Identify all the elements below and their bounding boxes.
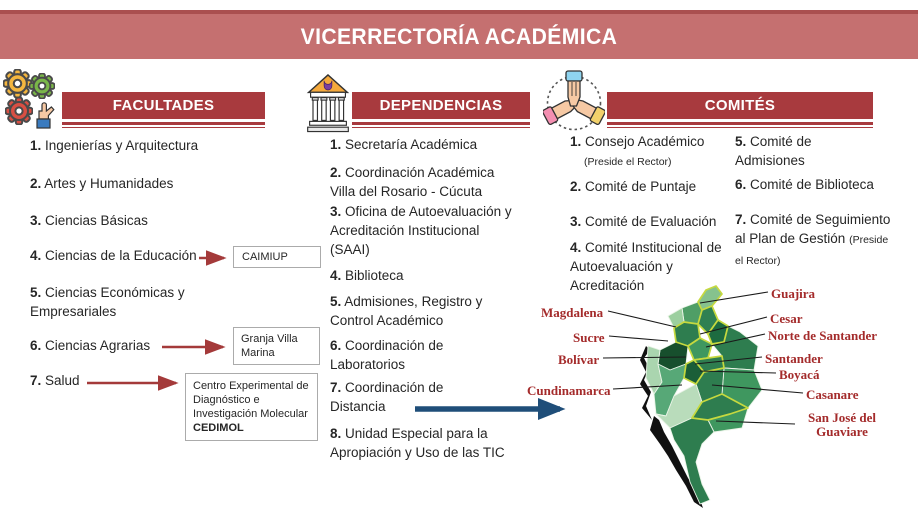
gears-icon (2, 68, 58, 130)
list-item-facultad-5 (30, 283, 240, 321)
item-text: Ciencias Básicas (45, 213, 148, 228)
dependencias-header (352, 92, 530, 119)
map-label-magdalena: Magdalena (541, 305, 604, 320)
item-text: Ingenierías y Arquitectura (45, 138, 199, 153)
item-number: 8. (330, 426, 342, 441)
item-text: Coordinación de Laboratorios (330, 338, 444, 372)
list-item-comite-2 (570, 177, 735, 196)
list-item-dependencia-7 (330, 378, 480, 416)
list-item-comite-6 (735, 175, 915, 194)
map-label-san-jose-del-guaviare: San José del Guaviare (808, 410, 876, 439)
callout-text: Granja Villa Marina (241, 333, 298, 359)
map-label-boyaca: Boyacá (779, 367, 820, 382)
title-banner (0, 10, 918, 59)
callout-box-caimiup (233, 246, 321, 268)
item-number: 6. (735, 177, 747, 192)
item-text: Ciencias de la Educación (45, 248, 197, 263)
item-number: 4. (570, 240, 582, 255)
list-item-dependencia-3 (330, 202, 515, 259)
list-item-facultad-1 (30, 136, 250, 155)
item-number: 4. (30, 248, 42, 263)
item-text: Ciencias Agrarias (45, 338, 151, 353)
item-text: Comité de Puntaje (585, 179, 697, 194)
hands-together-icon (543, 70, 605, 132)
map-label-bolivar: Bolívar (558, 352, 600, 367)
item-number: 1. (30, 138, 42, 153)
item-text: Biblioteca (345, 268, 404, 283)
list-item-facultad-3 (30, 211, 250, 230)
list-item-dependencia-2 (330, 163, 515, 201)
item-text: Comité de Biblioteca (750, 177, 874, 192)
comites-underline (607, 122, 873, 128)
facultades-underline (62, 122, 265, 128)
map-label-sucre: Sucre (573, 330, 605, 345)
list-item-comite-7 (735, 210, 895, 271)
map-label-guajira: Guajira (771, 286, 816, 301)
list-item-dependencia-8 (330, 424, 530, 462)
bank-building-icon (306, 73, 350, 133)
callout-box-cedimol (185, 373, 318, 441)
dependencias-header-label: DEPENDENCIAS (379, 97, 503, 114)
colombia-map (602, 284, 772, 510)
callout-box-granja (233, 327, 320, 365)
list-item-comite-5 (735, 132, 840, 170)
facultades-header (62, 92, 265, 119)
page-title: VICERRECTORÍA ACADÉMICA (300, 23, 618, 49)
item-text: Salud (45, 373, 80, 388)
map-label-cundinamarca: Cundinamarca (527, 383, 611, 398)
item-text: Artes y Humanidades (44, 176, 174, 191)
item-text: Comité de Admisiones (735, 134, 812, 168)
item-number: 2. (330, 165, 342, 180)
list-item-comite-3 (570, 212, 735, 231)
dependencias-underline (352, 122, 530, 128)
item-number: 2. (30, 176, 42, 191)
item-text: Admisiones, Registro y Control Académico (330, 294, 483, 328)
item-number: 6. (330, 338, 342, 353)
item-number: 6. (30, 338, 42, 353)
item-number: 5. (735, 134, 747, 149)
item-text: Comité Institucional de Autoevaluación y Acreditación (570, 240, 722, 293)
list-item-facultad-6 (30, 336, 250, 355)
list-item-comite-1 (570, 132, 735, 172)
item-number: 7. (735, 212, 747, 227)
callout-text-bold: CEDIMOL (193, 422, 244, 434)
item-text: Secretaría Académica (345, 137, 478, 152)
map-label-casanare: Casanare (806, 387, 859, 402)
list-item-dependencia-5 (330, 292, 505, 330)
comites-header-label: COMITÉS (704, 97, 776, 114)
item-text: Coordinación de Distancia (330, 380, 444, 414)
list-item-dependencia-4 (330, 266, 515, 285)
list-item-facultad-4 (30, 246, 250, 265)
item-number: 2. (570, 179, 582, 194)
item-text: Comité de Evaluación (585, 214, 717, 229)
item-number: 5. (330, 294, 342, 309)
item-number: 3. (330, 204, 342, 219)
list-item-dependencia-6 (330, 336, 480, 374)
item-number: 5. (30, 285, 42, 300)
item-number: 4. (330, 268, 342, 283)
item-note: (Preside el Rector) (584, 156, 672, 168)
list-item-dependencia-1 (330, 135, 525, 154)
item-number: 3. (30, 213, 42, 228)
map-label-santander: Santander (765, 351, 823, 366)
item-number: 3. (570, 214, 582, 229)
map-label-norte-de-santander: Norte de Santander (768, 328, 878, 343)
item-text: Coordinación Académica Villa del Rosario - Cúcuta (330, 165, 495, 199)
item-note: (Preside el Rector) (735, 234, 889, 267)
item-text: Comité de Seguimiento al Plan de Gestión (735, 212, 891, 246)
item-number: 1. (330, 137, 342, 152)
list-item-facultad-2 (30, 174, 250, 193)
callout-text: CAIMIUP (242, 251, 288, 263)
item-text: Unidad Especial para la Apropiación y Uso de las TIC (330, 426, 505, 460)
item-number: 1. (570, 134, 582, 149)
map-label-cesar: Cesar (770, 311, 803, 326)
item-text: Oficina de Autoevaluación y Acreditación Institucional (SAAI) (330, 204, 512, 257)
item-text: Consejo Académico (585, 134, 705, 149)
item-number: 7. (330, 380, 342, 395)
item-number: 7. (30, 373, 42, 388)
item-text: Ciencias Económicas y Empresariales (30, 285, 185, 319)
facultades-header-label: FACULTADES (112, 97, 215, 114)
callout-text: Centro Experimental de Diagnóstico e Investigación Molecular (193, 380, 309, 420)
comites-header (607, 92, 873, 119)
